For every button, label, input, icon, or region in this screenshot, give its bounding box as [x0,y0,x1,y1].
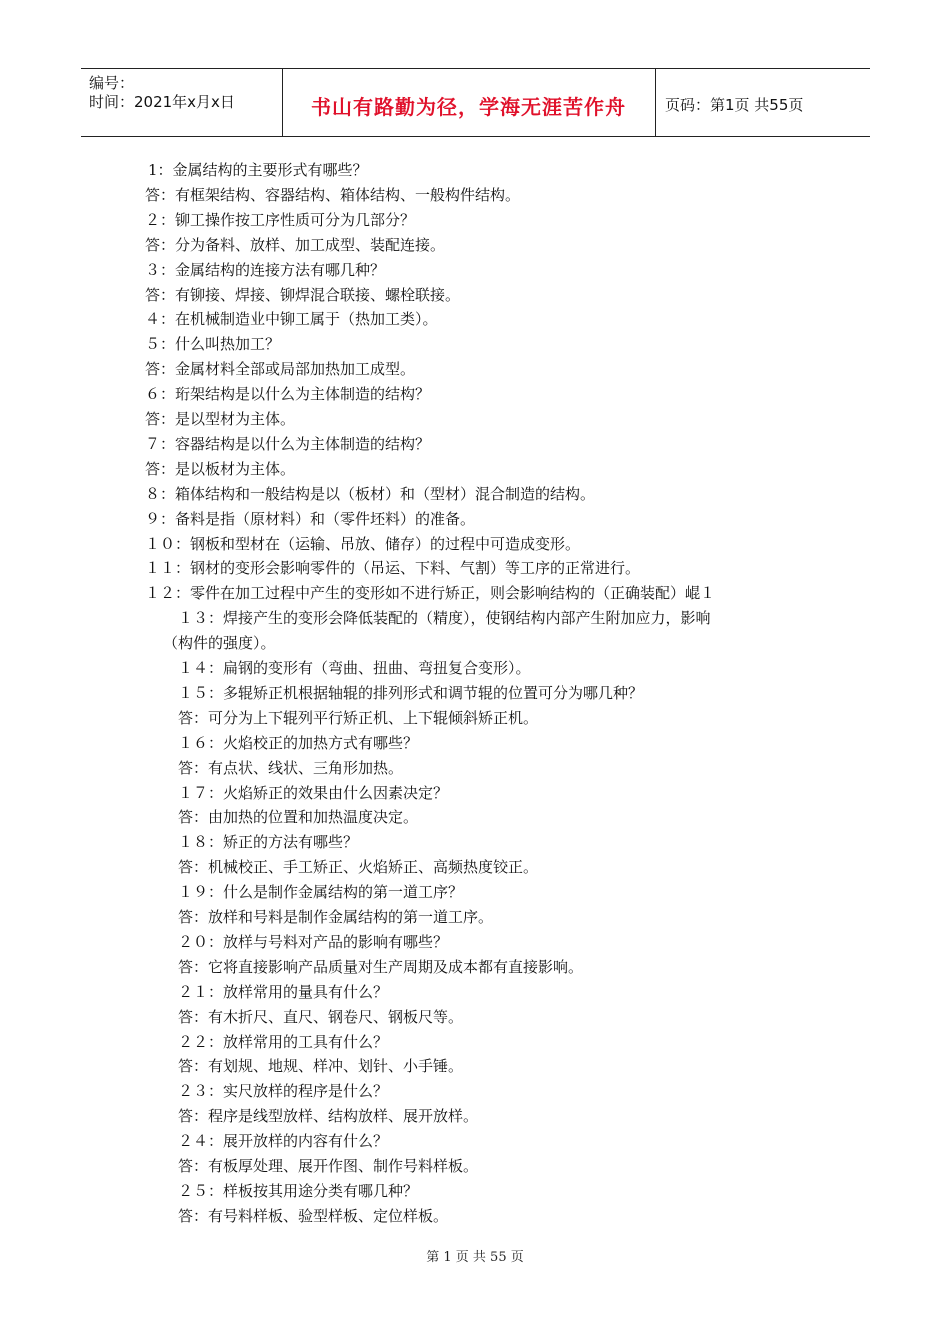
text-line: １５：多辊矫正机根据轴辊的排列形式和调节辊的位置可分为哪几种？ [178,684,644,702]
text-line: 答：是以板材为主体。 [145,460,296,478]
text-line: ２１：放样常用的量具有什么？ [178,983,389,1001]
text-line: ６：珩架结构是以什么为主体制造的结构？ [145,385,431,403]
text-line: ２３：实尺放样的程序是什么？ [178,1082,389,1100]
text-line: １３：焊接产生的变形会降低装配的（精度），使钢结构内部产生附加应力，影响 [178,609,711,627]
text-line: 答：它将直接影响产品质量对生产周期及成本都有直接影响。 [178,958,584,976]
page-footer: 第 1 页 共 55 页 [426,1250,524,1265]
document-time-label: 时间：2021年x月x日 [89,93,235,111]
text-line: １０：钢板和型材在（运输、吊放、储存）的过程中可造成变形。 [145,535,581,553]
text-line: １８：矫正的方法有哪些？ [178,833,359,851]
text-line: １２：零件在加工过程中产生的变形如不进行矫正，则会影响结构的（正确装配）崐１ [145,584,716,602]
header-motto: 书山有路勤为径，学海无涯苦作舟 [311,95,626,119]
text-line: ３：金属结构的连接方法有哪几种？ [145,261,386,279]
text-line: 答：是以型材为主体。 [145,410,296,428]
text-line: 答：有框架结构、容器结构、箱体结构、一般构件结构。 [145,186,521,204]
text-line: （构件的强度）。 [163,634,276,652]
text-line: ２４：展开放样的内容有什么？ [178,1132,389,1150]
text-line: 答：有铆接、焊接、铆焊混合联接、螺栓联接。 [145,286,461,304]
text-line: １４：扁钢的变形有（弯曲、扭曲、弯扭复合变形）。 [178,659,531,677]
text-line: 答：放样和号料是制作金属结构的第一道工序。 [178,908,494,926]
text-line: １９：什么是制作金属结构的第一道工序？ [178,883,464,901]
text-line: １６：火焰校正的加热方式有哪些？ [178,734,419,752]
text-line: 答：有板厚处理、展开作图、制作号料样板。 [178,1157,479,1175]
text-line: ２：铆工操作按工序性质可分为几部分？ [145,211,416,229]
text-line: ２５：样板按其用途分类有哪几种？ [178,1182,419,1200]
text-line: 答：机械校正、手工矫正、火焰矫正、高频热度铰正。 [178,858,539,876]
text-line: 1：金属结构的主要形式有哪些？ [148,161,368,179]
text-line: 答：可分为上下辊列平行矫正机、上下辊倾斜矫正机。 [178,709,539,727]
text-line: 答：有划规、地规、样冲、划针、小手锤。 [178,1057,464,1075]
text-line: 答：由加热的位置和加热温度决定。 [178,808,419,826]
text-line: 答：分为备料、放样、加工成型、装配连接。 [145,236,446,254]
text-line: ５：什么叫热加工？ [145,335,281,353]
text-line: ９：备料是指（原材料）和（零件坯料）的准备。 [145,510,476,528]
text-line: 答：有点状、线状、三角形加热。 [178,759,404,777]
text-line: 答：有号料样板、验型样板、定位样板。 [178,1207,449,1225]
text-line: ８：箱体结构和一般结构是以（板材）和（型材）混合制造的结构。 [145,485,596,503]
text-line: １７：火焰矫正的效果由什么因素决定？ [178,784,449,802]
document-code-label: 编号： [89,74,135,92]
text-line: 答：程序是线型放样、结构放样、展开放样。 [178,1107,479,1125]
text-line: 答：金属材料全部或局部加热加工成型。 [145,360,416,378]
header-page-info: 页码：第1页 共55页 [665,96,804,114]
text-line: ４：在机械制造业中铆工属于（热加工类）。 [145,310,438,328]
text-line: ２０：放样与号料对产品的影响有哪些？ [178,933,449,951]
text-line: ７：容器结构是以什么为主体制造的结构？ [145,435,431,453]
text-line: ２２：放样常用的工具有什么？ [178,1033,389,1051]
text-line: １１：钢材的变形会影响零件的（吊运、下料、气割）等工序的正常进行。 [145,559,641,577]
text-line: 答：有木折尺、直尺、钢卷尺、钢板尺等。 [178,1008,464,1026]
